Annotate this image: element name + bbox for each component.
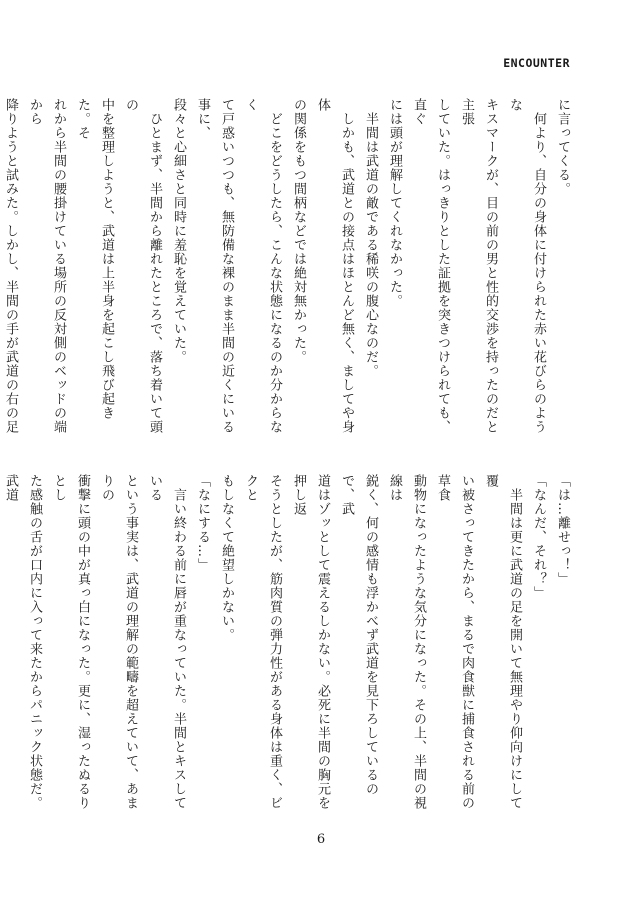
text-line: 中を整理しようと、武道は上半身を起こし飛び起きた。そ [75, 98, 114, 420]
text-line: 動物になったような気分になった。その上、半間の視線は [387, 474, 426, 810]
text-line: た感触の舌が口内に入って来たからパニック状態だ。武道 [3, 474, 42, 810]
text-line: い被さってきたから、まるで肉食獣に捕食される前の草食 [435, 474, 474, 810]
text-line: していた。はっきりとした証拠を突きつけられても、直ぐ [411, 98, 450, 434]
text-line: 半間は更に武道の足を開いて無理やり仰向けにして覆 [483, 474, 522, 810]
text-line: 鋭く、何の感情も浮かべず武道を見下ろしているので、武 [339, 474, 378, 796]
text-line: 段々と心細さと同時に羞恥を覚えていた。 [171, 98, 186, 364]
text-line: キスマークが、目の前の男と性的交渉を持ったのだと主張 [459, 98, 498, 434]
text-block-top [0, 98, 574, 438]
text-line: には頭が理解してくれなかった。 [387, 98, 402, 308]
running-header: ENCOUNTER [503, 56, 570, 70]
text-line: そうとしたが、筋肉質の弾力性がある身体は重く、ビクと [243, 474, 282, 810]
text-line: て戸惑いつつも、無防備な裸のまま半間の近くにいる事に、 [195, 98, 234, 434]
text-line: 衝撃に頭の中が真っ白になった。更に、湿ったぬるりとし [51, 474, 90, 810]
text-line: れから半間の腰掛けている場所の反対側のベッドの端から [27, 98, 66, 434]
text-line: の関係をもつ間柄などでは絶対無かった。 [291, 98, 306, 364]
text-line: ひとまず、半間から離れたところで、落ち着いて頭の [123, 98, 162, 434]
text-line: という事実は、武道の理解の範疇を超えていて、あまりの [99, 474, 138, 810]
text-line: しかも、武道との接点はほとんど無く、ましてや身体 [315, 98, 354, 434]
page-number: 6 [316, 832, 326, 847]
text-line: 「なんだ、それ？」 [531, 474, 546, 600]
text-line: 道はゾッとして震えるしかない。必死に半間の胸元を押し返 [291, 474, 330, 810]
text-block-bottom [0, 474, 574, 816]
text-line: 何より、自分の身体に付けられた赤い花びらのような [507, 98, 546, 434]
text-line: 「なにする…」 [195, 474, 210, 572]
text-line: どこをどうしたら、こんな状態になるのか分からなく [243, 98, 282, 434]
text-line: 半間は武道の敵である稀咲の腹心なのだ。 [363, 98, 378, 378]
text-line: 「は…離せっ！」 [555, 474, 570, 586]
text-line: に言ってくる。 [555, 98, 570, 196]
text-line: 降りようと試みた。しかし、半間の手が武道の右の足 [3, 98, 18, 434]
text-line: もしなくて絶望しかない。 [219, 474, 234, 642]
text-line: 言い終わる前に唇が重なっていた。半間とキスしている [147, 474, 186, 810]
